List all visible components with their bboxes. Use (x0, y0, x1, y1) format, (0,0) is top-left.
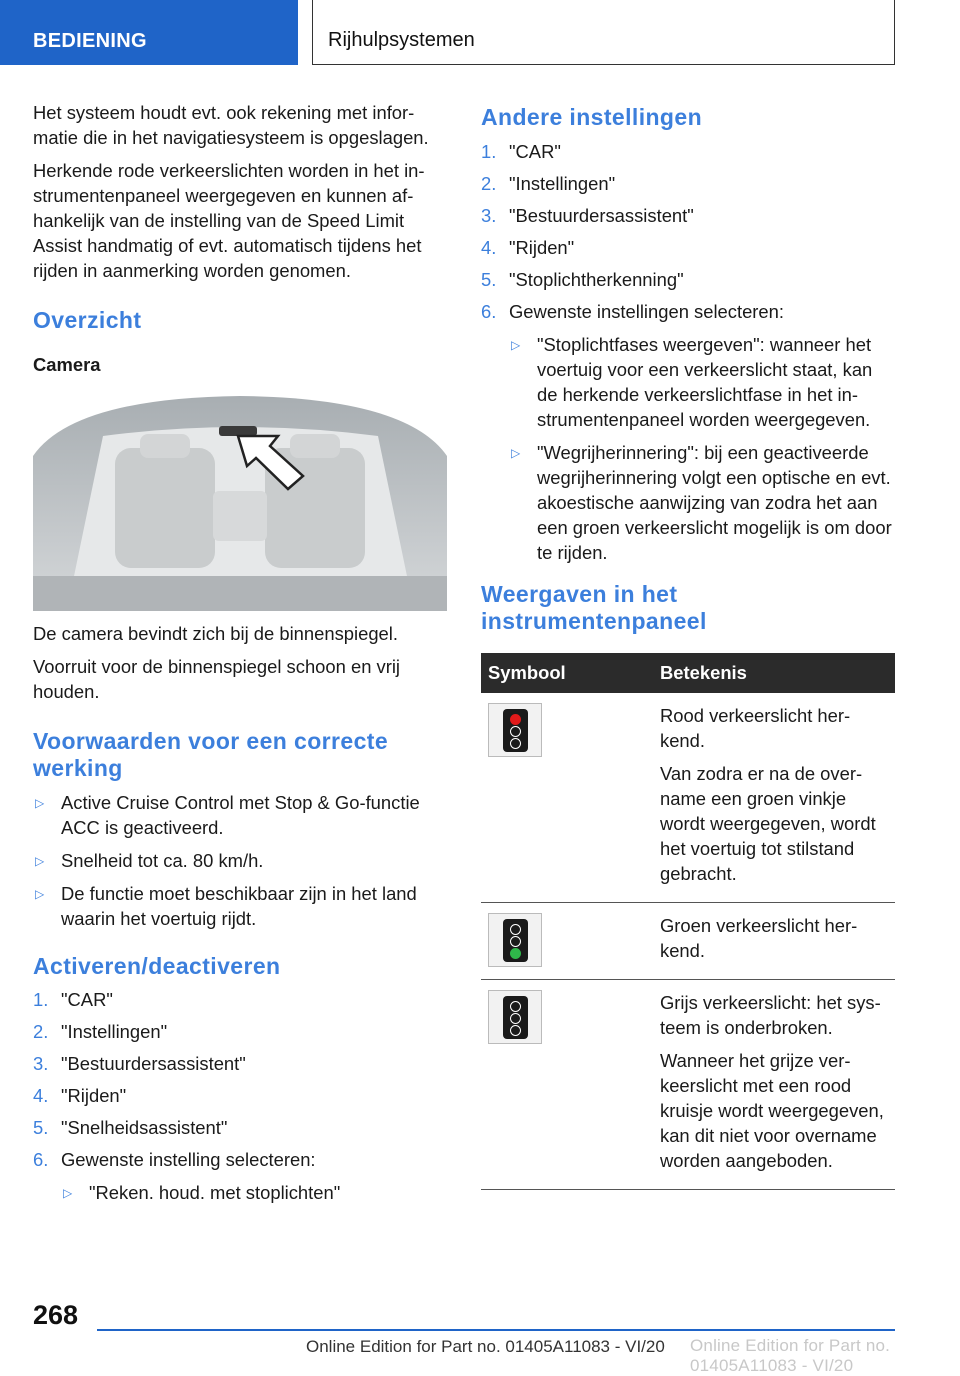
list-item: ▷ Snelheid tot ca. 80 km/h. (33, 848, 447, 873)
meaning-text: Grijs verkeerslicht: het sys-teem is onderbroken. (660, 992, 881, 1038)
conditions-heading: Voorwaarden voor een correcte werking (33, 728, 389, 781)
bullet-triangle-icon: ▷ (511, 338, 521, 352)
camera-note: Voorruit voor de binnenspiegel schoon en vrij houden. (33, 656, 401, 702)
step-item: 5. "Snelheidsassistent" (33, 1117, 228, 1138)
list-item: ▷ De functie moet beschikbaar zijn in het land waarin het voertuig rijdt. (35, 883, 417, 929)
footer-divider (97, 1329, 895, 1331)
bullet-triangle-icon: ▷ (35, 796, 45, 810)
col-symbol-header: Symbool (481, 653, 653, 693)
meaning-text: Wanneer het grijze ver-keerslicht met een rood kruisje wordt weergegeven, kan dit niet voor overname worden aangeboden. (660, 1050, 884, 1171)
meaning-text: Rood verkeerslicht her-kend. (660, 705, 851, 751)
step-item: 5. "Stoplichtherkenning" (481, 269, 684, 290)
symbol-table (481, 653, 895, 1190)
camera-location-photo (33, 396, 447, 611)
left-column (33, 100, 447, 1213)
list-item: ▷ "Reken. houd. met stoplichten" (61, 1180, 447, 1205)
step-item: 3. "Bestuurdersassistent" (33, 1053, 246, 1074)
step-item: 2. "Instellingen" (481, 173, 616, 194)
list-item: ▷ Active Cruise Control met Stop & Go-functie ACC is geactiveerd. (35, 792, 420, 838)
bullet-triangle-icon: ▷ (63, 1186, 73, 1200)
bullet-triangle-icon: ▷ (35, 854, 45, 868)
display-heading: Weergaven in het instrumentenpaneel (481, 581, 707, 634)
step-item: 4. "Rijden" (481, 237, 575, 258)
step-item: 6. Gewenste instelling selecteren: ▷ "Reken. houd. met stoplichten" (33, 1147, 447, 1205)
meaning-text: Groen verkeerslicht her-kend. (660, 915, 858, 961)
list-item: ▷ "Stoplichtfases weergeven": wanneer het voertuig voor een verkeerslicht staat, kan de herkende verkeerslichtfase in het in-strumentenpaneel worden weergegeven. (511, 334, 873, 430)
table-row (481, 980, 895, 1190)
step-item: 3. "Bestuurdersassistent" (481, 205, 694, 226)
other-settings-steps (481, 139, 895, 565)
red-traffic-light-icon (488, 703, 542, 757)
bullet-triangle-icon: ▷ (35, 887, 45, 901)
col-meaning-header: Betekenis (653, 653, 895, 693)
chapter-title: Rijhulpsystemen (328, 29, 475, 51)
section-tab (0, 0, 298, 65)
overview-heading: Overzicht (33, 307, 142, 333)
step-item: 2. "Instellingen" (33, 1021, 168, 1042)
watermark: Online Edition for Part no. 01405A11083 - VI/20 (690, 1336, 891, 1375)
chapter-header (312, 0, 895, 65)
table-header-row (481, 653, 895, 693)
activate-steps (33, 987, 447, 1205)
activate-heading: Activeren/deactiveren (33, 953, 281, 979)
list-item: ▷ "Wegrijherinnering": bij een geactiveerde wegrijherinnering volgt een optische en evt. akoestische aanwijzing van zodra het aan een groen verkeerslicht mogelijk is om door te rijden. (511, 442, 892, 563)
other-settings-heading: Andere instellingen (481, 104, 703, 130)
activate-sub-list (61, 1180, 447, 1205)
other-settings-sub-list (509, 332, 895, 565)
bullet-triangle-icon: ▷ (511, 446, 521, 460)
edition-text: Online Edition for Part no. 01405A11083 - VI/20 (306, 1337, 665, 1356)
camera-heading: Camera (33, 354, 101, 375)
meaning-text: Van zodra er na de over-name een groen vinkje wordt weergegeven, wordt het voertuig tot stilstand gebracht. (660, 763, 876, 884)
page-number: 268 (33, 1300, 79, 1330)
step-item: 1. "CAR" (481, 141, 561, 162)
green-traffic-light-icon (488, 913, 542, 967)
grey-traffic-light-icon (488, 990, 542, 1044)
step-item: 4. "Rijden" (33, 1085, 127, 1106)
step-item: 1. "CAR" (33, 989, 113, 1010)
right-column (481, 100, 895, 1190)
table-row (481, 903, 895, 980)
intro-paragraph-1: Het systeem houdt evt. ook rekening met infor-matie die in het navigatiesysteem is opgeslagen. (33, 102, 429, 148)
table-row (481, 693, 895, 903)
camera-caption: De camera bevindt zich bij de binnenspiegel. (33, 623, 398, 644)
section-label: BEDIENING (33, 30, 147, 52)
step-item: 6. Gewenste instellingen selecteren: ▷ "Stoplichtfases weergeven": wanneer het voertuig voor een verkeerslicht staat, kan de herkende verkeerslichtfase in het in-strumentenpaneel worden weergegeven. ▷ "Wegrijherinnering": bij een geactiveerde wegrijherinnering volgt een optische en evt. akoestische aanwijzing van zodra het aan een groen verkeerslicht mogelijk is om door te rijden. (481, 299, 895, 565)
intro-paragraph-2: Herkende rode verkeerslichten worden in het in-strumentenpaneel weergegeven en kunnen af-hankelijk van de instelling van de Speed Limit Assist handmatig of evt. automatisch tijdens het rijden in aanmerking worden genomen. (33, 160, 425, 281)
conditions-list (33, 790, 447, 931)
